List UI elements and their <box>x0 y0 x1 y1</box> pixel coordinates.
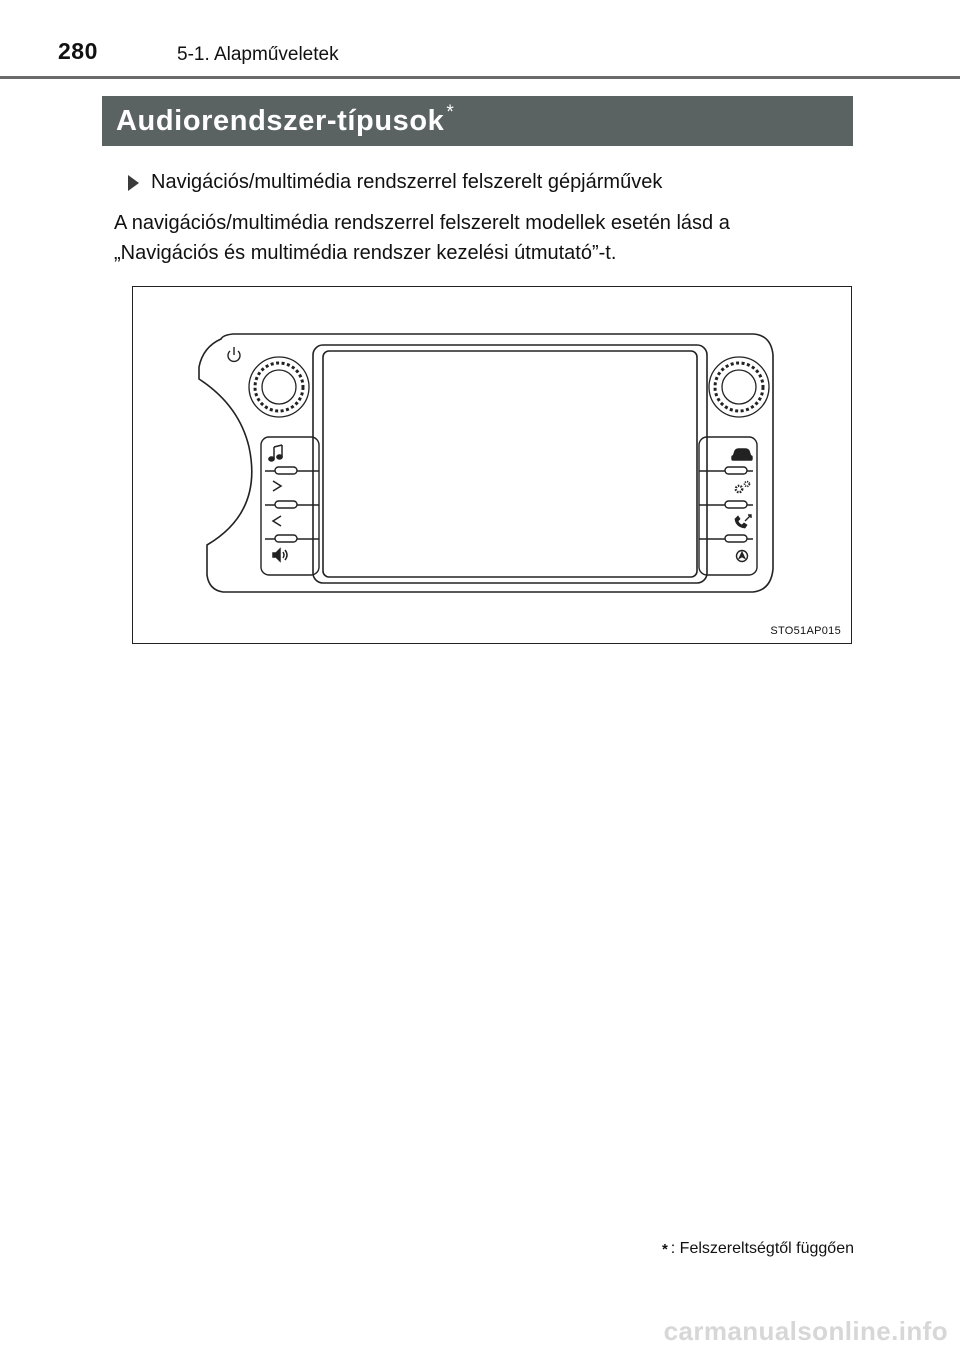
figure-code: STO51AP015 <box>770 625 841 637</box>
triangle-bullet-icon <box>128 175 139 191</box>
audio-unit-illustration <box>133 287 851 643</box>
title-asterisk: * <box>446 102 454 123</box>
audio-unit-figure <box>132 286 852 644</box>
watermark: carmanualsonline.info <box>663 1316 948 1346</box>
phone-icon <box>735 515 751 528</box>
section-title: Audiorendszer-típusok <box>116 104 445 137</box>
footnote-text: : Felszereltségtől függően <box>670 1240 854 1257</box>
speaker-icon <box>273 549 287 561</box>
chevron-right-icon <box>273 481 281 491</box>
touch-screen <box>323 351 697 577</box>
body-paragraph <box>114 208 854 268</box>
paragraph-line-2: „Navigációs és multimédia rendszer kezelési útmutató”-t. <box>114 242 617 264</box>
footnote-asterisk: * <box>661 1240 668 1258</box>
settings-icon <box>736 482 750 493</box>
housing-outline <box>199 334 773 592</box>
header-divider <box>0 76 960 79</box>
power-icon <box>228 347 240 361</box>
left-volume-knob <box>249 357 309 417</box>
footnote <box>662 1240 854 1258</box>
chevron-left-icon <box>273 516 281 526</box>
bullet-item <box>128 171 662 194</box>
right-tune-knob <box>709 357 769 417</box>
page-number: 280 <box>58 38 98 64</box>
screen-bezel <box>313 345 707 583</box>
car-icon <box>732 449 752 460</box>
section-title-bar <box>102 96 853 146</box>
music-note-icon <box>269 445 282 461</box>
section-label: 5-1. Alapműveletek <box>177 44 339 65</box>
bullet-text: Navigációs/multimédia rendszerrel felszerelt gépjárművek <box>151 171 663 193</box>
paragraph-line-1: A navigációs/multimédia rendszerrel felszerelt modellek esetén lásd a <box>114 212 730 234</box>
navigation-icon <box>737 551 748 562</box>
